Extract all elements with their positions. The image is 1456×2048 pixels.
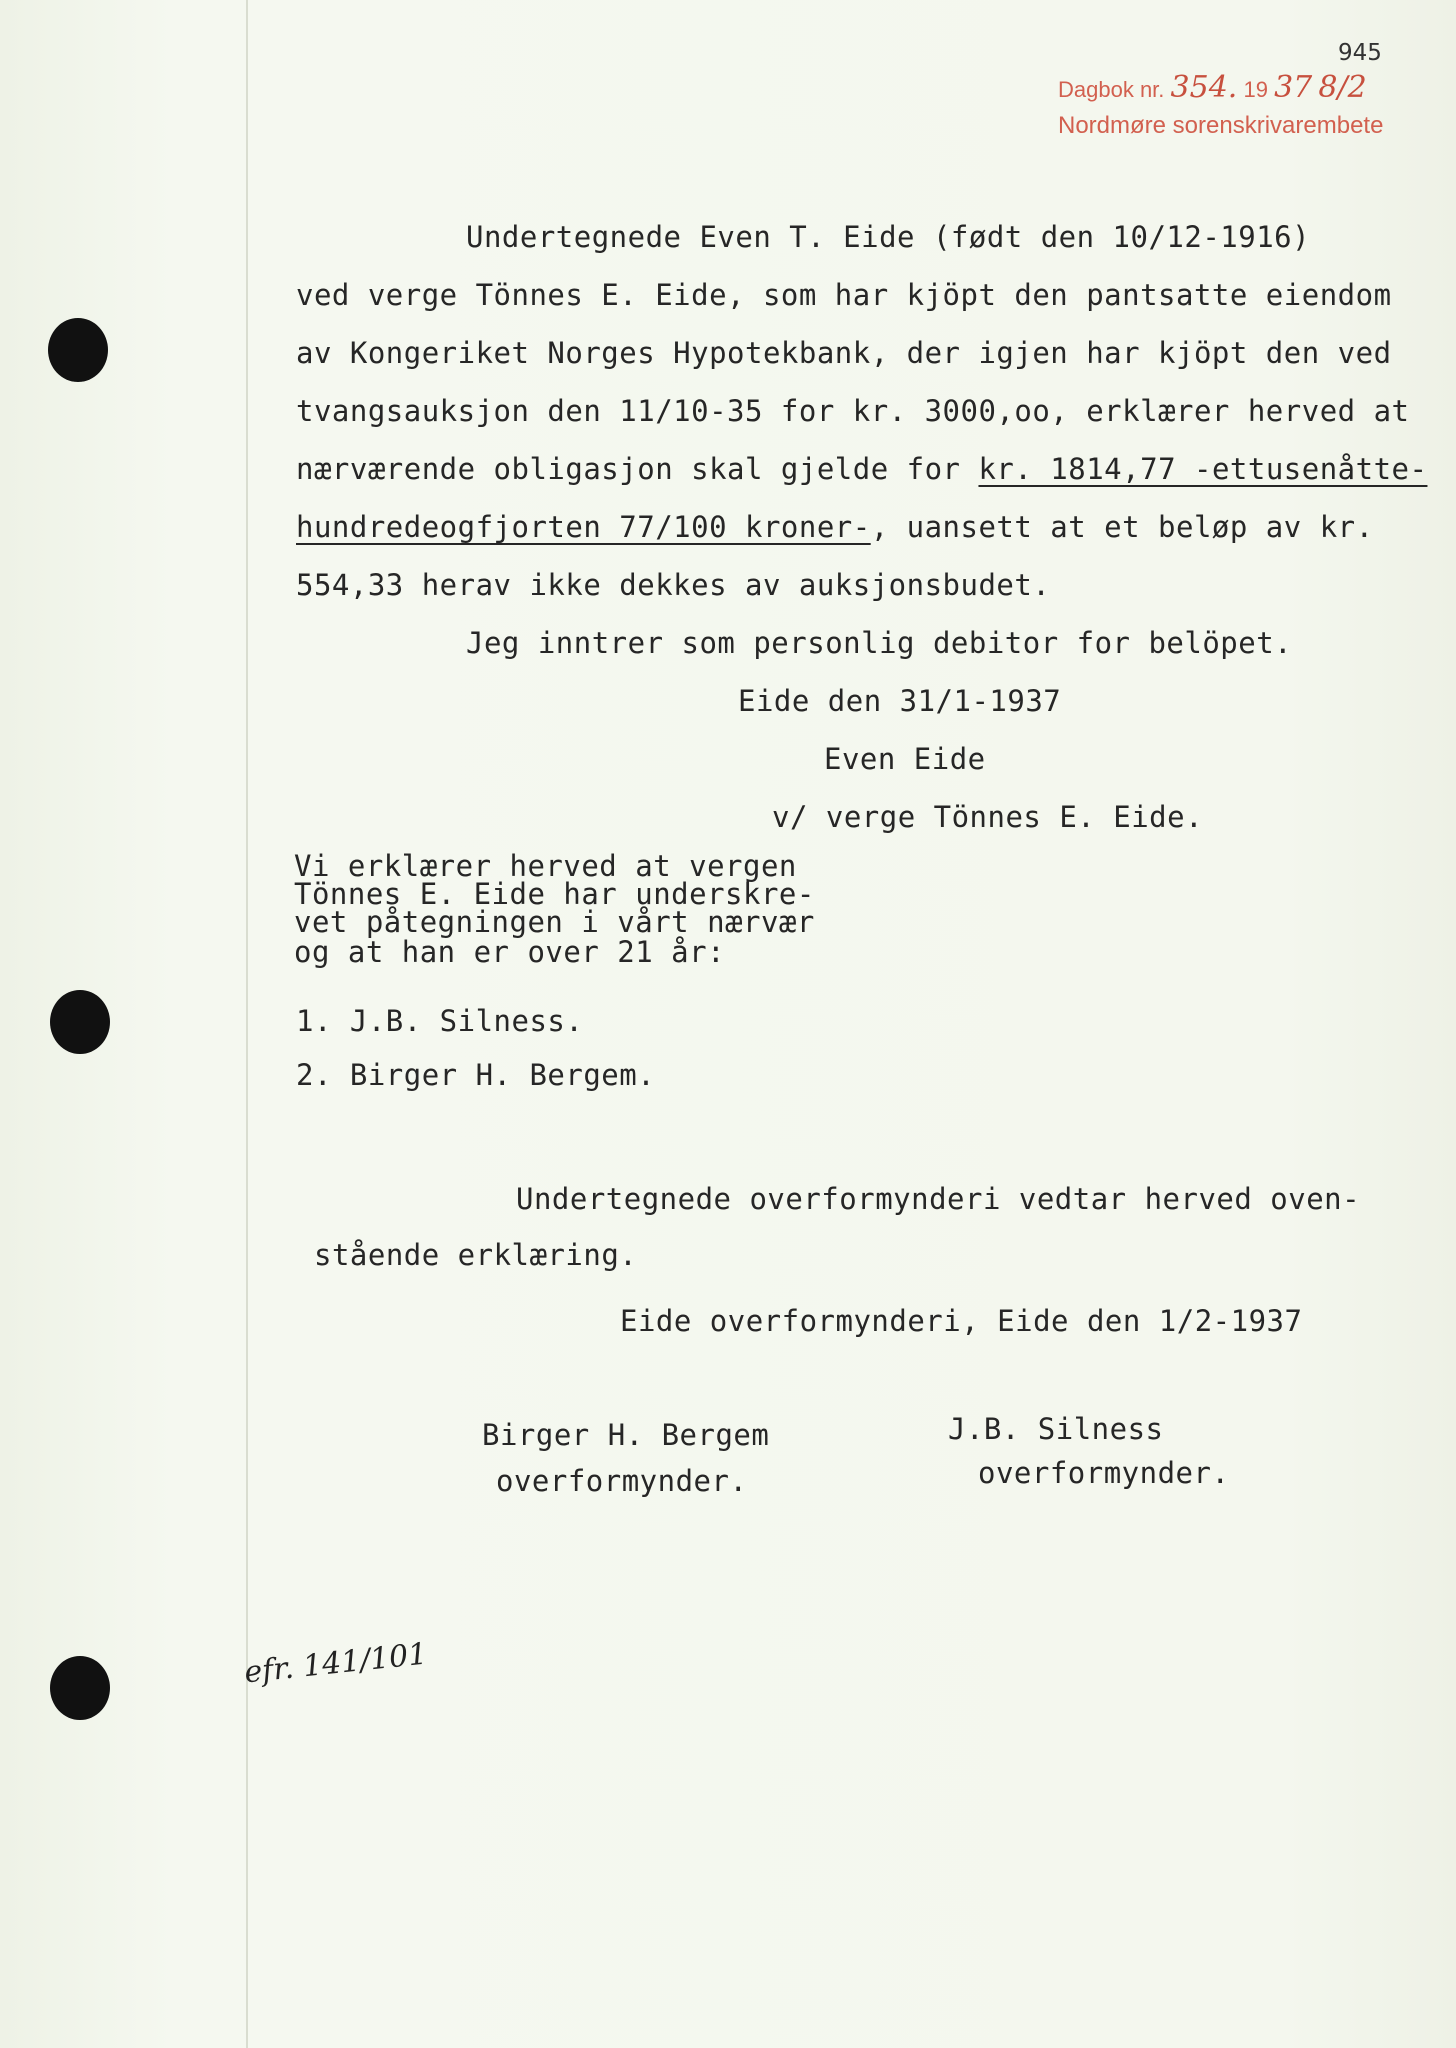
office-name: Nordmøre sorenskrivarembete — [1058, 112, 1384, 139]
body-line-5 — [296, 452, 1427, 486]
approval-place-date: Eide overformynderi, Eide den 1/2-1937 — [620, 1304, 1303, 1338]
witness-item-2: 2. Birger H. Bergem. — [296, 1058, 656, 1092]
handwritten-note: efr. 141/101 — [242, 1636, 429, 1691]
signature-right-name: J.B. Silness — [948, 1412, 1164, 1446]
body-line-6 — [296, 510, 1374, 544]
punch-hole — [50, 1656, 110, 1720]
body-line-8: Jeg inntrer som personlig debitor for belöpet. — [466, 626, 1293, 660]
signature-right-title: overformynder. — [978, 1456, 1230, 1490]
witness-item-1: 1. J.B. Silness. — [296, 1004, 584, 1038]
amount-words-underlined: hundredeogfjorten 77/100 kroner- — [296, 510, 871, 544]
body-line-5-text: nærværende obligasjon skal gjelde for — [296, 452, 979, 486]
punch-hole — [50, 990, 110, 1054]
registry-stamp — [1058, 70, 1383, 144]
signature-left-name: Birger H. Bergem — [482, 1418, 770, 1452]
dagbok-number: 354. — [1170, 70, 1238, 105]
year-suffix: 37 — [1274, 70, 1313, 105]
body-line-4: tvangsauksjon den 11/10-35 for kr. 3000,oo, erklærer herved at — [296, 394, 1410, 428]
body-line-6-text: , uansett at et beløp av kr. — [870, 510, 1374, 544]
approval-line-2: stående erklæring. — [314, 1238, 638, 1272]
signature-left-title: overformynder. — [496, 1464, 748, 1498]
witness-line-2: Tönnes E. Eide har underskre- — [294, 877, 815, 911]
punch-hole — [48, 318, 108, 382]
body-line-3: av Kongeriket Norges Hypotekbank, der igjen har kjöpt den ved — [296, 336, 1392, 370]
amount-underlined: kr. 1814,77 -ettusenåtte- — [978, 452, 1428, 486]
dagbok-label: Dagbok nr. — [1058, 77, 1165, 102]
place-date: Eide den 31/1-1937 — [738, 684, 1062, 718]
page-number: 945 — [1338, 40, 1382, 66]
stamp-date: 8/2 — [1318, 70, 1367, 105]
body-line-1: Undertegnede Even T. Eide (født den 10/12-1916) — [466, 220, 1311, 254]
approval-line-1: Undertegnede overformynderi vedtar herved oven- — [516, 1182, 1361, 1216]
witness-line-3: vet påtegningen i vårt nærvær — [294, 905, 815, 939]
margin-line — [246, 0, 248, 2048]
year-prefix: 19 — [1243, 77, 1268, 102]
body-line-2: ved verge Tönnes E. Eide, som har kjöpt den pantsatte eiendom — [296, 278, 1392, 312]
signer-name: Even Eide — [824, 742, 986, 776]
guardian-signature: v/ verge Tönnes E. Eide. — [772, 800, 1204, 834]
witness-line-4: og at han er over 21 år: — [294, 935, 726, 969]
body-line-7: 554,33 herav ikke dekkes av auksjonsbudet. — [296, 568, 1051, 602]
witness-line-1: Vi erklærer herved at vergen — [294, 849, 797, 883]
